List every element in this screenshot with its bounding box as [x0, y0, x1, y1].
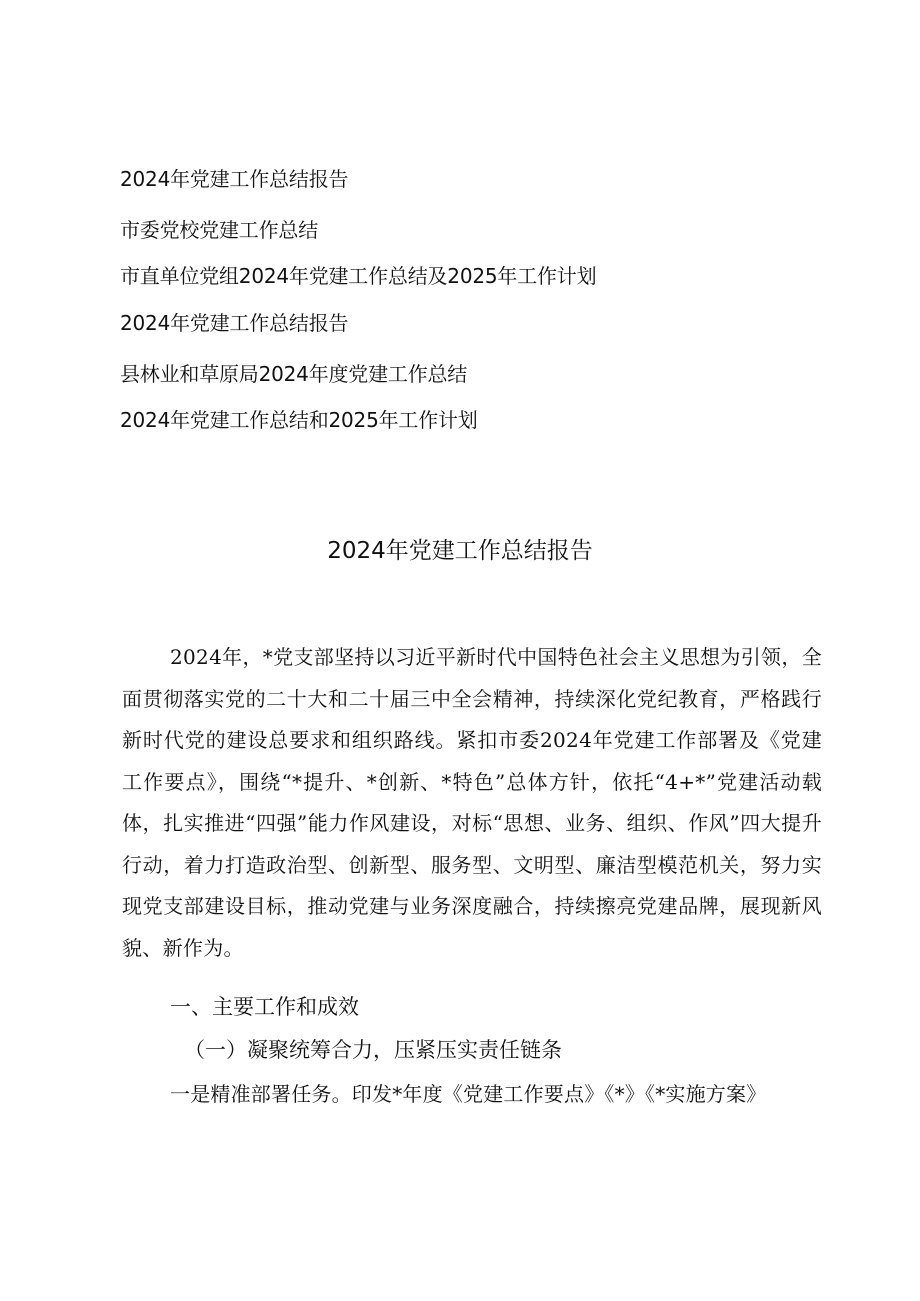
list-item: 市委党校党建工作总结 [120, 218, 318, 242]
subsection-heading: （一）凝聚统筹合力，压紧压实责任链条 [184, 1038, 562, 1062]
list-item: 2024年党建工作总结和2025年工作计划 [120, 408, 478, 432]
page-title: 2024年党建工作总结报告 [327, 538, 593, 564]
list-item: 市直单位党组2024年党建工作总结及2025年工作计划 [120, 264, 597, 288]
list-item: 县林业和草原局2024年度党建工作总结 [120, 362, 468, 386]
intro-paragraph: 2024年，*党支部坚持以习近平新时代中国特色社会主义思想为引领，全面贯彻落实党的二十大和二十届三中全会精神，持续深化党纪教育，严格践行新时代党的建设总要求和组织路线。紧扣市委2024年党建工作部署及《党建工作要点》，围绕“*提升、*创新、*特色”总体方针，依托“4+*”党建活动载体，扎实推进“四强”能力作风建设，对标“思想、业务、组织、作风”四大提升行动，着力打造政治型、创新型、服务型、文明型、廉洁型模范机关，努力实现党支部建设目标，推动党建与业务深度融合，持续擦亮党建品牌，展现新风貌、新作为。 [122, 645, 822, 960]
section-heading: 一、主要工作和成效 [170, 995, 359, 1019]
list-item: 2024年党建工作总结报告 [120, 311, 349, 335]
paragraph-first-line: 一是精准部署任务。印发*年度《党建工作要点》《*》《*实施方案》 [170, 1082, 767, 1106]
list-item: 2024年党建工作总结报告 [120, 167, 349, 191]
